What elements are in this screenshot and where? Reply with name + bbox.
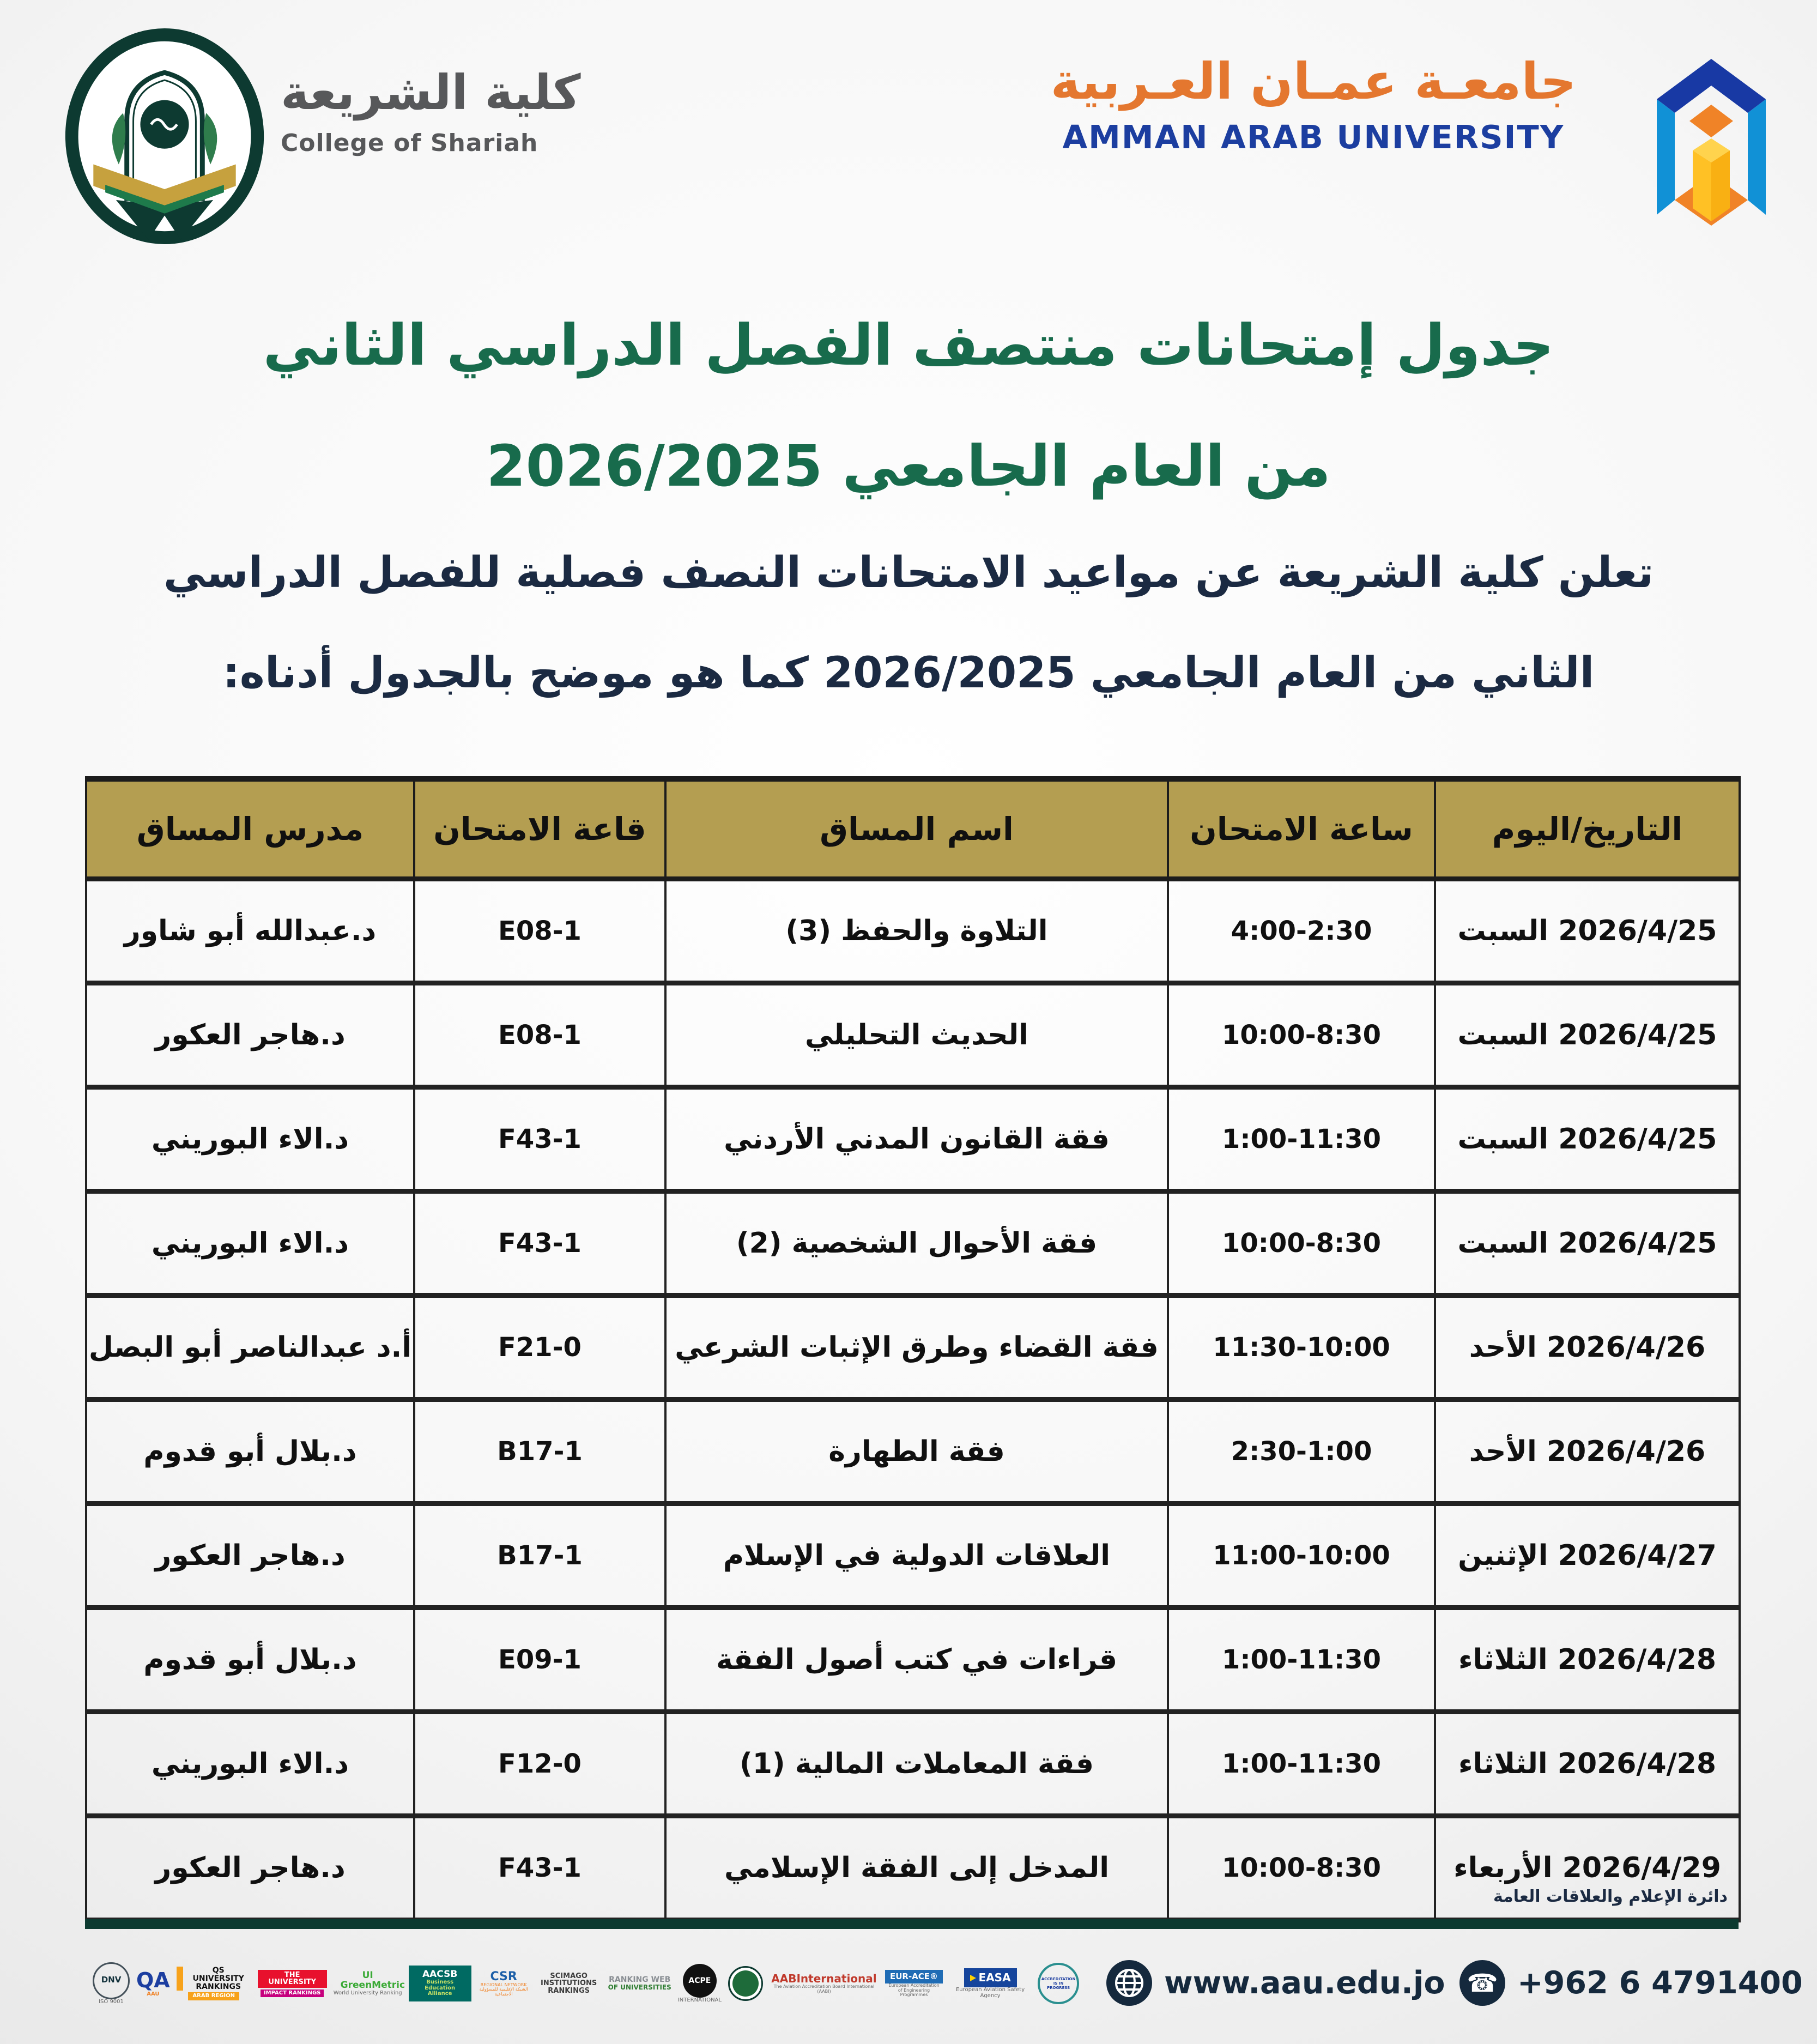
cell-course: المدخل إلى الفقة الإسلامي xyxy=(665,1816,1168,1920)
cell-date: 2026/4/26 الأحد xyxy=(1435,1296,1740,1400)
cell-time: 4:00-2:30 xyxy=(1168,879,1435,983)
cell-course: التلاوة والحفظ (3) xyxy=(665,879,1168,983)
cell-time: 1:00-11:30 xyxy=(1168,1712,1435,1816)
poster-title-line2: من العام الجامعي 2026/2025 xyxy=(486,433,1331,499)
cell-instructor: د.هاجر العكور xyxy=(86,983,414,1087)
table-row xyxy=(86,1192,1740,1296)
cell-date: 2026/4/25 السبت xyxy=(1435,1087,1740,1192)
cell-time: 10:00-8:30 xyxy=(1168,983,1435,1087)
university-name-block xyxy=(1008,52,1619,156)
logo-aacsb-icon: AACSB Business Education Alliance xyxy=(409,1966,471,2001)
logo-dnv-icon: DNV ISO 9001 xyxy=(93,1962,130,2005)
cell-course: فقة القانون المدني الأردني xyxy=(665,1087,1168,1192)
cell-instructor: د.بلال أبو قدوم xyxy=(86,1608,414,1712)
table-row xyxy=(86,1816,1740,1920)
logo-easa-icon: EASA European Aviation Safety Agency xyxy=(949,1968,1031,1999)
website-block xyxy=(1106,1960,1445,2006)
table-row xyxy=(86,1712,1740,1816)
college-name-english: College of Shariah xyxy=(281,129,538,157)
logo-ui-greenmetric-icon: UI GreenMetric World University Ranking xyxy=(333,1969,405,1996)
college-of-shariah-logo-icon xyxy=(61,28,268,244)
col-header-time: ساعة الامتحان xyxy=(1168,779,1435,879)
cell-time: 10:00-8:30 xyxy=(1168,1816,1435,1920)
table-row xyxy=(86,1087,1740,1192)
cell-time: 11:00-10:00 xyxy=(1168,1504,1435,1608)
cell-hall: F12-0 xyxy=(414,1712,665,1816)
cell-date: 2026/4/25 السبت xyxy=(1435,879,1740,983)
col-header-course: اسم المساق xyxy=(665,779,1168,879)
poster-subtitle-line1: تعلن كلية الشريعة عن مواعيد الامتحانات النصف فصلية للفصل الدراسي xyxy=(163,548,1654,597)
aau-logo-icon xyxy=(1636,35,1786,238)
footer-divider xyxy=(85,1919,1739,1929)
cell-hall: B17-1 xyxy=(414,1400,665,1504)
exam-schedule-table xyxy=(85,776,1741,1922)
poster-title-line1: جدول إمتحانات منتصف الفصل الدراسي الثاني xyxy=(263,312,1554,378)
college-name-block xyxy=(281,64,581,157)
cell-hall: B17-1 xyxy=(414,1504,665,1608)
cell-course: فقة الطهارة xyxy=(665,1400,1168,1504)
logo-qs-rankings-icon: QS UNIVERSITY RANKINGS ARAB REGION xyxy=(177,1967,251,2000)
logo-ranking-web-icon: RANKING WEB OF UNIVERSITIES xyxy=(608,1975,671,1992)
table-row xyxy=(86,1400,1740,1504)
cell-hall: F43-1 xyxy=(414,1816,665,1920)
logo-qa-aau-icon: QA AAU xyxy=(136,1968,170,1997)
cell-instructor: د.الاء البوريني xyxy=(86,1712,414,1816)
cell-instructor: د.الاء البوريني xyxy=(86,1192,414,1296)
logo-acpe-icon: ACPE INTERNATIONAL xyxy=(678,1964,722,2004)
cell-time: 2:30-1:00 xyxy=(1168,1400,1435,1504)
cell-instructor: د.هاجر العكور xyxy=(86,1816,414,1920)
cell-date: 2026/4/25 السبت xyxy=(1435,1192,1740,1296)
cell-instructor: د.الاء البوريني xyxy=(86,1087,414,1192)
cell-time: 1:00-11:30 xyxy=(1168,1608,1435,1712)
table-row xyxy=(86,879,1740,983)
logo-islamic-seal-icon xyxy=(728,1966,763,2001)
cell-time: 11:30-10:00 xyxy=(1168,1296,1435,1400)
cell-course: فقة القضاء وطرق الإثبات الشرعي xyxy=(665,1296,1168,1400)
media-department-label: دائرة الإعلام والعلاقات العامة xyxy=(1493,1887,1728,1906)
cell-time: 10:00-8:30 xyxy=(1168,1192,1435,1296)
cell-hall: F43-1 xyxy=(414,1192,665,1296)
cell-date: 2026/4/25 السبت xyxy=(1435,983,1740,1087)
cell-instructor: د.هاجر العكور xyxy=(86,1504,414,1608)
website-url: www.aau.edu.jo xyxy=(1164,1965,1445,2001)
logo-the-impact-icon: THE UNIVERSITY IMPACT RANKINGS xyxy=(258,1970,327,1998)
logo-scimago-icon: SCIMAGO INSTITUTIONS RANKINGS xyxy=(541,1972,597,1995)
phone-number: +962 6 4791400 xyxy=(1517,1965,1803,2001)
cell-course: فقة الأحوال الشخصية (2) xyxy=(665,1192,1168,1296)
cell-date: 2026/4/27 الإثنين xyxy=(1435,1504,1740,1608)
cell-instructor: د.عبدالله أبو شاور xyxy=(86,879,414,983)
cell-time: 1:00-11:30 xyxy=(1168,1087,1435,1192)
phone-block xyxy=(1459,1960,1803,2006)
globe-icon xyxy=(1106,1960,1152,2006)
cell-instructor: د.بلال أبو قدوم xyxy=(86,1400,414,1504)
cell-hall: F43-1 xyxy=(414,1087,665,1192)
cell-course: فقة المعاملات المالية (1) xyxy=(665,1712,1168,1816)
cell-date: 2026/4/29 الأربعاء xyxy=(1435,1816,1740,1920)
cell-hall: E09-1 xyxy=(414,1608,665,1712)
college-name-arabic: كلية الشريعة xyxy=(281,64,581,120)
logo-eur-ace-icon: EUR-ACE® European Accreditation of Engineering Programmes xyxy=(885,1970,943,1998)
cell-date: 2026/4/26 الأحد xyxy=(1435,1400,1740,1504)
table-row xyxy=(86,1504,1740,1608)
university-name-english: AMMAN ARAB UNIVERSITY xyxy=(1062,118,1565,156)
accreditation-logos-row xyxy=(93,1954,1079,2013)
cell-course: قراءات في كتب أصول الفقة xyxy=(665,1608,1168,1712)
col-header-instructor: مدرس المساق xyxy=(86,779,414,879)
logo-aab-international-icon: AABInternational The Aviation Accreditation Board International (AABI) xyxy=(771,1972,877,1994)
poster-subtitle-line2: الثاني من العام الجامعي 2026/2025 كما هو موضح بالجدول أدناه: xyxy=(222,649,1595,698)
logo-csr-network-icon: CSR REGIONAL NETWORK الشبكة الإقليمية للمسؤولية الاجتماعية xyxy=(479,1969,528,1997)
phone-icon: ☎ xyxy=(1459,1960,1505,2006)
col-header-hall: قاعة الامتحان xyxy=(414,779,665,879)
cell-hall: E08-1 xyxy=(414,879,665,983)
cell-hall: E08-1 xyxy=(414,983,665,1087)
table-header-row xyxy=(86,779,1740,879)
university-name-arabic: جامعـة عمـان العـربية xyxy=(1050,52,1577,111)
table-row xyxy=(86,983,1740,1087)
table-row xyxy=(86,1296,1740,1400)
logo-accreditation-progress-icon: ACCREDITATION IS IN PROGRESS xyxy=(1038,1963,1079,2004)
table-row xyxy=(86,1608,1740,1712)
cell-course: العلاقات الدولية في الإسلام xyxy=(665,1504,1168,1608)
cell-date: 2026/4/28 الثلاثاء xyxy=(1435,1608,1740,1712)
cell-instructor: أ.د عبدالناصر أبو البصل xyxy=(86,1296,414,1400)
col-header-date: التاريخ/اليوم xyxy=(1435,779,1740,879)
cell-hall: F21-0 xyxy=(414,1296,665,1400)
cell-course: الحديث التحليلي xyxy=(665,983,1168,1087)
cell-date: 2026/4/28 الثلاثاء xyxy=(1435,1712,1740,1816)
